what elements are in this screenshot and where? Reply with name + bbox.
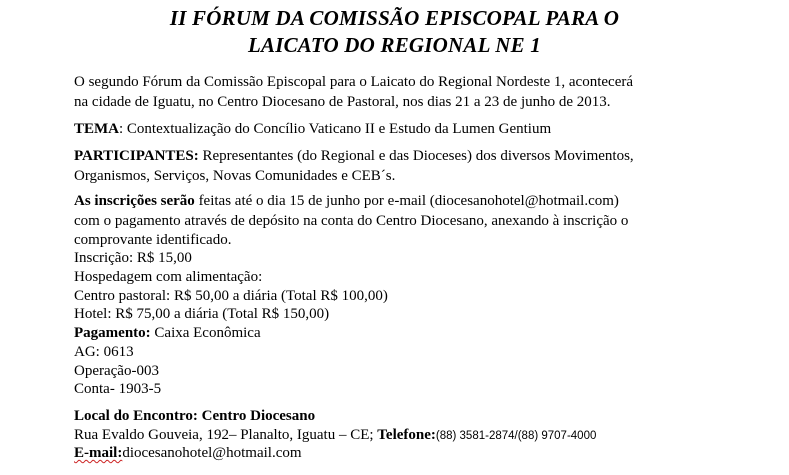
inscricoes-line-1 (74, 192, 724, 212)
tema-text: : Contextualização do Concílio Vaticano II e Estudo da Lumen Gentium (119, 121, 552, 137)
telefone-label: Telefone: (377, 427, 436, 443)
pagamento-label: Pagamento: (74, 325, 151, 341)
pagamento-line (74, 324, 724, 344)
tema-paragraph (74, 120, 724, 140)
participantes-text-1: Representantes (do Regional e das Dioceses) dos diversos Movimentos, (202, 148, 634, 164)
conta: Conta- 1903-5 (74, 381, 162, 397)
pagamento-banco: Caixa Econômica (154, 325, 261, 341)
tema-label: TEMA (74, 121, 119, 137)
participantes-label: PARTICIPANTES: (74, 148, 199, 164)
telefone-value: (88) 3581-2874/(88) 9707-4000 (435, 430, 597, 442)
intro-line-2: na cidade de Iguatu, no Centro Diocesano de Pastoral, nos dias 21 a 23 de junho de 2013. (74, 94, 611, 110)
email-line (74, 444, 724, 464)
participantes-line-1 (74, 147, 724, 167)
inscricao-valor: Inscrição: R$ 15,00 (74, 250, 192, 266)
intro-line-1: O segundo Fórum da Comissão Episcopal para o Laicato do Regional Nordeste 1, acontecerá (74, 74, 634, 90)
inscricoes-label: As inscrições serão (74, 193, 195, 209)
local-heading: Local do Encontro: Centro Diocesano (74, 408, 316, 424)
centro-pastoral-valor: Centro pastoral: R$ 50,00 a diária (Total R$ 100,00) (74, 288, 388, 304)
local-address: Rua Evaldo Gouveia, 192– Planalto, Iguatu – CE; (74, 427, 374, 443)
hotel-valor: Hotel: R$ 75,00 a diária (Total R$ 150,00) (74, 306, 330, 322)
title-line-1: II FÓRUM DA COMISSÃO EPISCOPAL PARA O (169, 6, 620, 30)
agencia: AG: 0613 (74, 344, 134, 360)
email-value[interactable]: diocesanohotel@hotmail.com (122, 445, 302, 461)
participantes-line-2: Organismos, Serviços, Novas Comunidades e CEB´s. (74, 168, 396, 184)
inscricoes-text-1: feitas até o dia 15 de junho por e-mail (diocesanohotel@hotmail.com) (198, 193, 619, 209)
inscricoes-line-3: comprovante identificado. (74, 232, 232, 248)
hospedagem-label: Hospedagem com alimentação: (74, 269, 263, 285)
email-label: E-mail: (74, 445, 123, 461)
title-line-2: LAICATO DO REGIONAL NE 1 (247, 33, 542, 57)
operacao: Operação-003 (74, 363, 159, 379)
inscricoes-line-2: com o pagamento através de depósito na conta do Centro Diocesano, anexando à inscrição o (74, 213, 629, 229)
